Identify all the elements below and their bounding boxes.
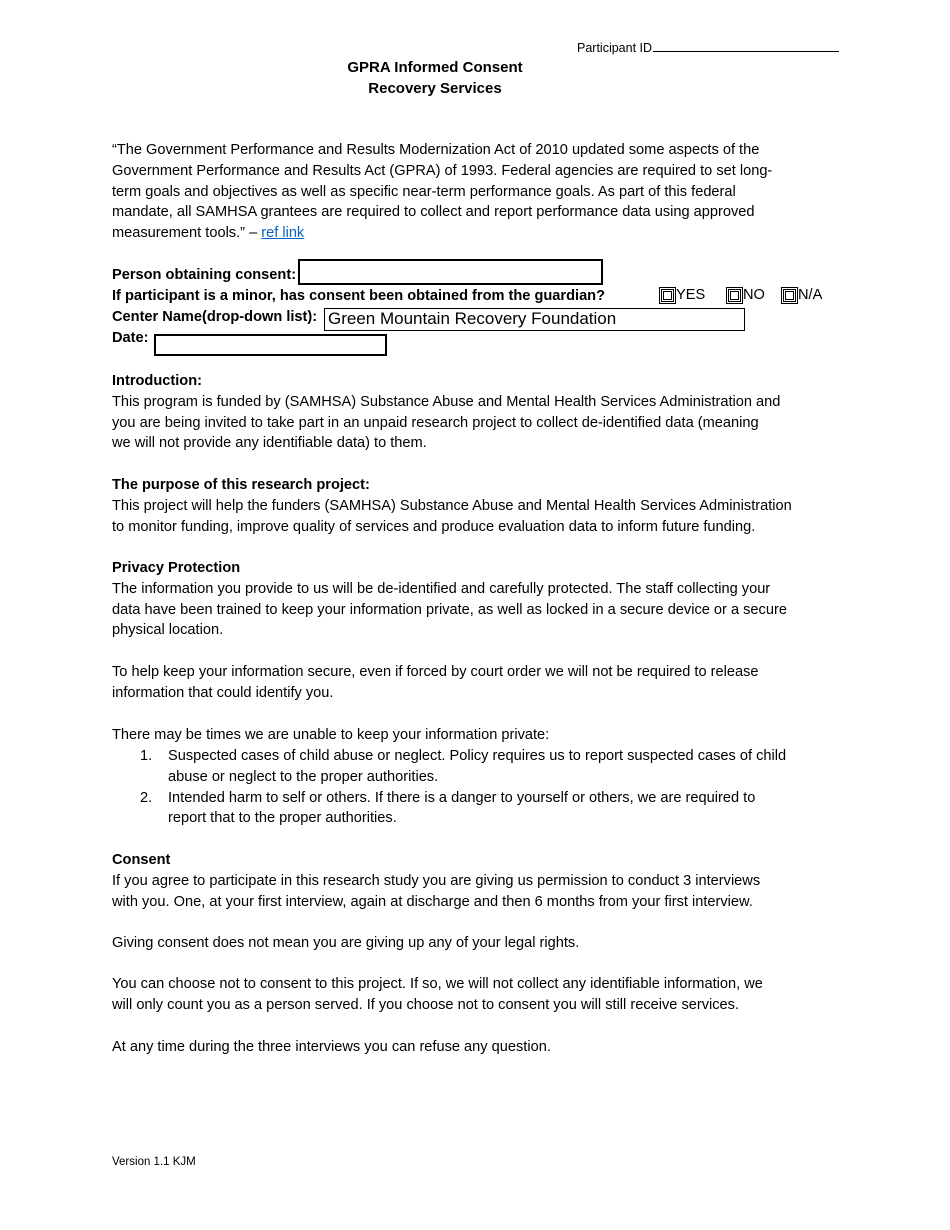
exceptions-list — [140, 746, 840, 829]
participant-id-field[interactable] — [653, 40, 839, 52]
list-item — [140, 788, 840, 830]
person-obtaining-consent-label: Person obtaining consent: — [112, 267, 297, 283]
person-obtaining-consent-field[interactable] — [298, 259, 603, 285]
paragraph-line: we will not provide any identifiable data) to them. — [112, 435, 427, 452]
quote-line: “The Government Performance and Results Modernization Act of 2010 updated some aspects of the — [112, 142, 760, 158]
privacy-heading: Privacy Protection — [112, 560, 241, 576]
exceptions-paragraph — [112, 725, 842, 746]
list-item — [140, 746, 840, 788]
version-footer: Version 1.1 KJM — [112, 1156, 196, 1168]
paragraph-line: information that could identify you. — [112, 684, 334, 701]
intro-quote — [112, 140, 842, 244]
participant-id-label: Participant ID — [577, 40, 839, 55]
consent-section — [112, 850, 842, 912]
list-number: 1. — [140, 748, 153, 764]
minor-consent-label: If participant is a minor, has consent been obtained from the guardian? — [112, 288, 606, 304]
purpose-heading: The purpose of this research project: — [112, 477, 370, 493]
list-line: report that to the proper authorities. — [168, 810, 397, 827]
paragraph-line: physical location. — [112, 622, 224, 639]
ref-link[interactable]: ref link — [261, 225, 305, 242]
title-line-2: Recovery Services — [368, 80, 502, 97]
date-field[interactable] — [154, 334, 387, 356]
list-number: 2. — [140, 789, 153, 806]
paragraph-line: You can choose not to consent to this project. If so, we will not collect any identifiable information, we — [112, 976, 763, 992]
checkbox-no[interactable] — [726, 287, 743, 304]
consent-heading: Consent — [112, 852, 171, 868]
choose-paragraph — [112, 974, 842, 1016]
paragraph-line: There may be times we are unable to keep your information private: — [112, 727, 550, 743]
secure-paragraph — [112, 662, 842, 704]
option-no[interactable]: NO — [726, 286, 765, 304]
paragraph-line: To help keep your information secure, even if forced by court order we will not be required to release — [112, 664, 759, 680]
list-line: Intended harm to self or others. If there is a danger to yourself or others, we are required to — [168, 789, 756, 806]
center-name-label: Center Name(drop-down list): — [112, 309, 318, 325]
quote-line: Government Performance and Results Act (GPRA) of 1993. Federal agencies are required to set long- — [112, 162, 773, 179]
paragraph-line: If you agree to participate in this research study you are giving us permission to conduct 3 interviews — [112, 872, 761, 889]
rights-paragraph — [112, 933, 842, 954]
paragraph-line: At any time during the three interviews you can refuse any question. — [112, 1039, 551, 1055]
checkbox-icon — [783, 289, 796, 302]
list-line: Suspected cases of child abuse or neglect. Policy requires us to report suspected cases of child — [168, 748, 787, 764]
paragraph-line: with you. One, at your first interview, again at discharge and then 6 months from your first interview. — [112, 893, 753, 910]
paragraph-line: This program is funded by (SAMHSA) Substance Abuse and Mental Health Services Administration and — [112, 393, 781, 410]
checkbox-na[interactable] — [781, 287, 798, 304]
introduction-section — [112, 371, 842, 454]
page-title — [300, 57, 570, 99]
list-line: abuse or neglect to the proper authorities. — [168, 768, 439, 785]
introduction-heading: Introduction: — [112, 373, 202, 389]
checkbox-icon — [661, 289, 674, 302]
paragraph-line: data have been trained to keep your information private, as well as locked in a secure device or a secure — [112, 601, 787, 618]
paragraph-line: to monitor funding, improve quality of services and produce evaluation data to inform future funding. — [112, 518, 756, 535]
paragraph-line: This project will help the funders (SAMHSA) Substance Abuse and Mental Health Services Administration — [112, 497, 792, 514]
checkbox-yes[interactable] — [659, 287, 676, 304]
checkbox-icon — [728, 289, 741, 302]
quote-line: term goals and objectives as well as specific near-term performance goals. As part of this federal — [112, 183, 736, 200]
center-name-dropdown[interactable]: Green Mountain Recovery Foundation — [324, 308, 745, 331]
quote-line: mandate, all SAMHSA grantees are required to collect and report performance data using approved — [112, 204, 755, 221]
title-line-1: GPRA Informed Consent — [347, 59, 523, 76]
date-label: Date: — [112, 330, 149, 346]
privacy-section — [112, 558, 842, 641]
paragraph-line: will only count you as a person served. If you choose not to consent you will still receive services. — [112, 996, 740, 1013]
option-yes[interactable]: YES — [659, 286, 705, 304]
purpose-section — [112, 475, 842, 537]
paragraph-line: Giving consent does not mean you are giving up any of your legal rights. — [112, 935, 580, 951]
refuse-paragraph — [112, 1037, 842, 1058]
paragraph-line: you are being invited to take part in an unpaid research project to collect de-identified data (meaning — [112, 414, 759, 431]
quote-line: measurement tools.” – ref link — [112, 225, 305, 242]
paragraph-line: The information you provide to us will be de-identified and carefully protected. The staff collecting your — [112, 580, 771, 597]
option-na[interactable]: N/A — [781, 286, 822, 304]
